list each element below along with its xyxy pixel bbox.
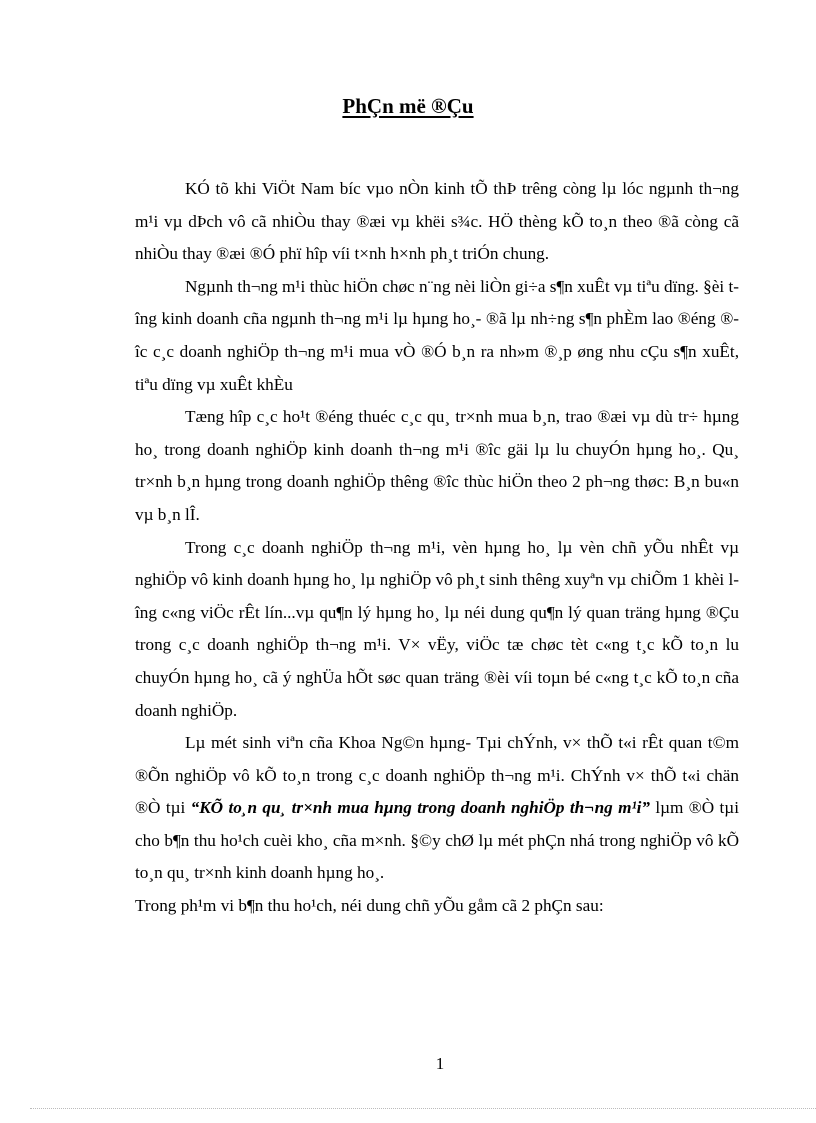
page-title: PhÇn më ®Çu — [342, 94, 474, 118]
paragraph-6: Trong ph¹m vi b¶n thu ho¹ch, néi dung chñ yÕu gåm cã 2 phÇn sau: — [135, 896, 604, 916]
page-bottom-divider — [30, 1108, 816, 1109]
thesis-topic-emphasis: “KÕ to¸n qu¸ tr×nh mua hµng trong doanh nghiÖp th¬ng m¹i” — [190, 798, 650, 818]
paragraph-1: KÓ tõ khi ViÖt Nam bíc vµo nÒn kinh tÕ thÞ trêng còng lµ lóc ngµnh th¬ng m¹i vµ dÞch vô cã nhiÒu thay ®æi vµ khëi s¾c. HÖ thèng kÕ to¸n theo ®ã còng cã nhiÒu thay ®æi ®Ó phï hîp víi t×nh h×nh ph¸t triÓn chung. — [135, 179, 739, 264]
paragraph-2: Ngµnh th¬ng m¹i thùc hiÖn chøc n¨ng nèi liÒn gi÷a s¶n xuÊt vµ tiªu dïng. §èi tîng kinh doanh cña ngµnh th¬ng m¹i lµ hµng ho¸- ®ã lµ nh÷ng s¶n phÈm lao ®éng ®îc c¸c doanh nghiÖp th¬ng m¹i mua vÒ ®Ó b¸n ra nh»m ®¸p øng nhu cÇu s¶n xuÊt, tiªu dïng vµ xuÊt khÈu — [135, 276, 739, 394]
paragraph-5 — [135, 727, 739, 890]
body-text — [135, 173, 739, 923]
page-number: 1 — [435, 1054, 445, 1073]
paragraph-3: Tæng hîp c¸c ho¹t ®éng thuéc c¸c qu¸ tr×nh mua b¸n, trao ®æi vµ dù tr÷ hµng ho¸ trong doanh nghiÖp kinh doanh th¬ng m¹i ®îc gäi lµ lu chuyÓn hµng ho¸. Qu¸ tr×nh b¸n hµng trong doanh nghiÖp thêng ®îc thùc hiÖn theo 2 ph¬ng thøc: B¸n bu«n vµ b¸n lÎ. — [135, 407, 739, 524]
paragraph-5-text-before: Lµ mét sinh viªn cña Khoa Ng©n hµng- Tµi chÝnh, v× thÕ t«i rÊt quan t©m ®Õn nghiÖp vô kÕ to¸n trong c¸c doanh nghiÖp th¬ng m¹i. ChÝnh v× thÕ t«i chän ®Ò tµi — [135, 733, 739, 818]
paragraph-4: Trong c¸c doanh nghiÖp th¬ng m¹i, vèn hµng ho¸ lµ vèn chñ yÕu nhÊt vµ nghiÖp vô kinh doanh hµng ho¸ lµ nghiÖp vô ph¸t sinh thêng xuyªn vµ chiÕm 1 khèi lîng c«ng viÖc rÊt lín...vµ qu¶n lý hµng ho¸ lµ néi dung qu¶n lý quan träng hµng ®Çu trong c¸c doanh nghiÖp th¬ng m¹i. V× vËy, viÖc tæ chøc tèt c«ng t¸c kÕ to¸n lu chuyÓn hµng ho¸ cã ý nghÜa hÕt søc quan träng ®èi víi toµn bé c«ng t¸c kÕ to¸n cña doanh nghiÖp. — [135, 537, 739, 720]
paragraph-5-text-after: lµm ®Ò tµi cho b¶n thu ho¹ch cuèi kho¸ cña m×nh. §©y chØ lµ mét phÇn nhá trong nghiÖp vô kÕ to¸n qu¸ tr×nh kinh doanh hµng ho¸. — [135, 798, 739, 883]
